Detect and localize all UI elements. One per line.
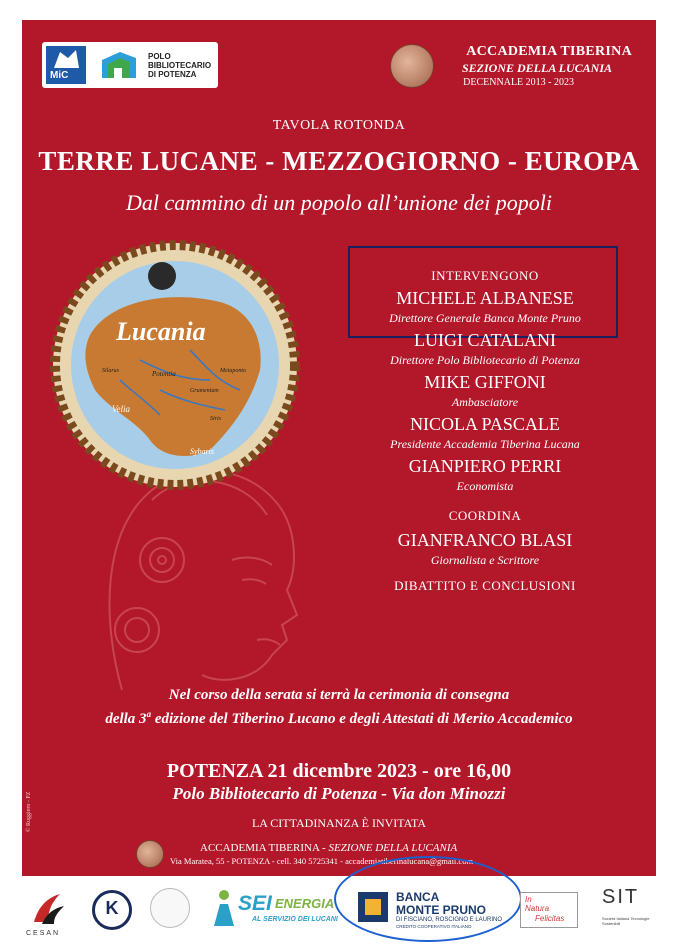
library-building-icon	[98, 48, 140, 82]
closing-label: DIBATTITO E CONCLUSIONI	[394, 578, 576, 593]
map-place: Grumentum	[190, 388, 219, 394]
partner-logos	[42, 42, 218, 88]
event-subtitle: Dal cammino di un popolo all’unione dei popoli	[126, 190, 552, 215]
sei-logo-a: SEI	[238, 892, 272, 915]
footer-organization	[200, 842, 457, 854]
speaker-role: Direttore Generale Banca Monte Pruno	[389, 311, 581, 325]
speaker-name: LUIGI CATALANI	[413, 330, 557, 350]
coordinator-name: GIANFRANCO BLASI	[397, 530, 573, 550]
event-poster	[22, 20, 656, 876]
accademia-title: ACCADEMIA TIBERINA	[466, 44, 632, 59]
speaker-name: GIANPIERO PERRI	[408, 456, 562, 476]
ceremony-line-2-end: edizione del Tiberino Lucano e degli Attestati di Merito Accademico	[151, 711, 573, 727]
ceremony-line-1: Nel corso della serata si terrà la cerimonia di consegna	[168, 687, 510, 703]
footer-org-section: SEZIONE DELLA LUCANIA	[328, 842, 458, 854]
ordinal-superscript: a	[146, 709, 152, 719]
natura-word-3: Felicitas	[535, 914, 565, 923]
natura-word-2: Natura	[525, 904, 550, 913]
cesan-logo-icon	[28, 888, 68, 930]
sit-logo: SIT	[602, 886, 640, 908]
banca-line-2: MONTE PRUNO	[396, 903, 486, 917]
accademia-medal-icon	[390, 44, 434, 88]
speakers-heading: INTERVENGONO	[431, 268, 539, 283]
k-sponsor-logo	[92, 890, 132, 930]
banca-line-4: CREDITO COOPERATIVO ITALIANO	[396, 924, 472, 929]
highlight-circle	[334, 856, 522, 942]
designer-credit: © Ruggiero - PZ	[26, 791, 32, 832]
accademia-subtitle: SEZIONE DELLA LUCANIA	[461, 61, 612, 75]
map-place: Potentia	[152, 370, 176, 378]
speakers-list	[348, 246, 622, 594]
speaker-name: MIKE GIFFONI	[424, 372, 546, 392]
k-logo-letter: K	[105, 898, 119, 918]
speaker-role: Economista	[456, 479, 514, 493]
decennale-label: DECENNALE 2013 - 2023	[463, 77, 574, 88]
map-label: Lucania	[116, 317, 206, 346]
map-place: Silarus	[102, 368, 120, 374]
speaker-name: MICHELE ALBANESE	[396, 288, 574, 308]
event-title: TERRE LUCANE - MEZZOGIORNO - EUROPA	[38, 146, 640, 176]
footer-medal-icon	[136, 840, 164, 868]
map-place: Metaponto	[220, 368, 246, 374]
ceremony-line-2-start: della 3	[105, 711, 147, 727]
coordinator-heading: COORDINA	[448, 508, 522, 523]
ceremony-text	[22, 686, 656, 729]
event-type: TAVOLA ROTONDA	[272, 118, 406, 133]
footer-address: Via Maratea, 55 - POTENZA - cell. 340 5725341 - accademiatiberinalucana@gmail.com	[170, 856, 474, 866]
in-natura-felicitas-logo	[520, 892, 578, 928]
map-place: Velia	[112, 404, 130, 414]
banca-line-3: DI FISCIANO, ROSCIGNO E LAURINO	[396, 917, 503, 923]
map-place: Sybaris	[190, 447, 214, 456]
mic-emblem-icon	[46, 46, 86, 72]
invitation-line: LA CITTADINANZA È INVITATA	[251, 816, 427, 830]
institutional-seal-icon	[150, 888, 190, 928]
sei-logo-b: ENERGIA	[275, 896, 335, 911]
natura-word-1: In	[525, 895, 532, 904]
lucania-map-medallion	[50, 240, 300, 490]
mic-logo	[46, 46, 86, 84]
coordinator-role: Giornalista e Scrittore	[430, 553, 540, 567]
speaker-name: NICOLA PASCALE	[410, 414, 560, 434]
sei-tagline: AL SERVIZIO DEI LUCANI	[252, 916, 338, 923]
sei-figure-icon	[210, 888, 238, 928]
ceremony-line-2	[22, 705, 656, 729]
cesan-label: CESAN	[26, 930, 61, 937]
speaker-role: Ambasciatore	[451, 395, 519, 409]
speaker-role: Direttore Polo Bibliotecario di Potenza	[390, 353, 580, 367]
sit-tagline: Società Italiana Tecnologie Sostenibili	[602, 916, 650, 926]
map-place: Siris	[210, 416, 222, 422]
mic-label: MiC	[50, 70, 69, 81]
footer-org-name: ACCADEMIA TIBERINA -	[200, 842, 329, 854]
speaker-role: Presidente Accademia Tiberina Lucana	[390, 437, 580, 451]
event-venue: Polo Bibliotecario di Potenza - Via don Minozzi	[172, 784, 506, 803]
event-datetime: POTENZA 21 dicembre 2023 - ore 16,00	[166, 760, 512, 782]
banca-line-1: BANCA	[396, 890, 440, 904]
polo-logo-text: POLO BIBLIOTECARIO DI POTENZA	[148, 52, 212, 79]
